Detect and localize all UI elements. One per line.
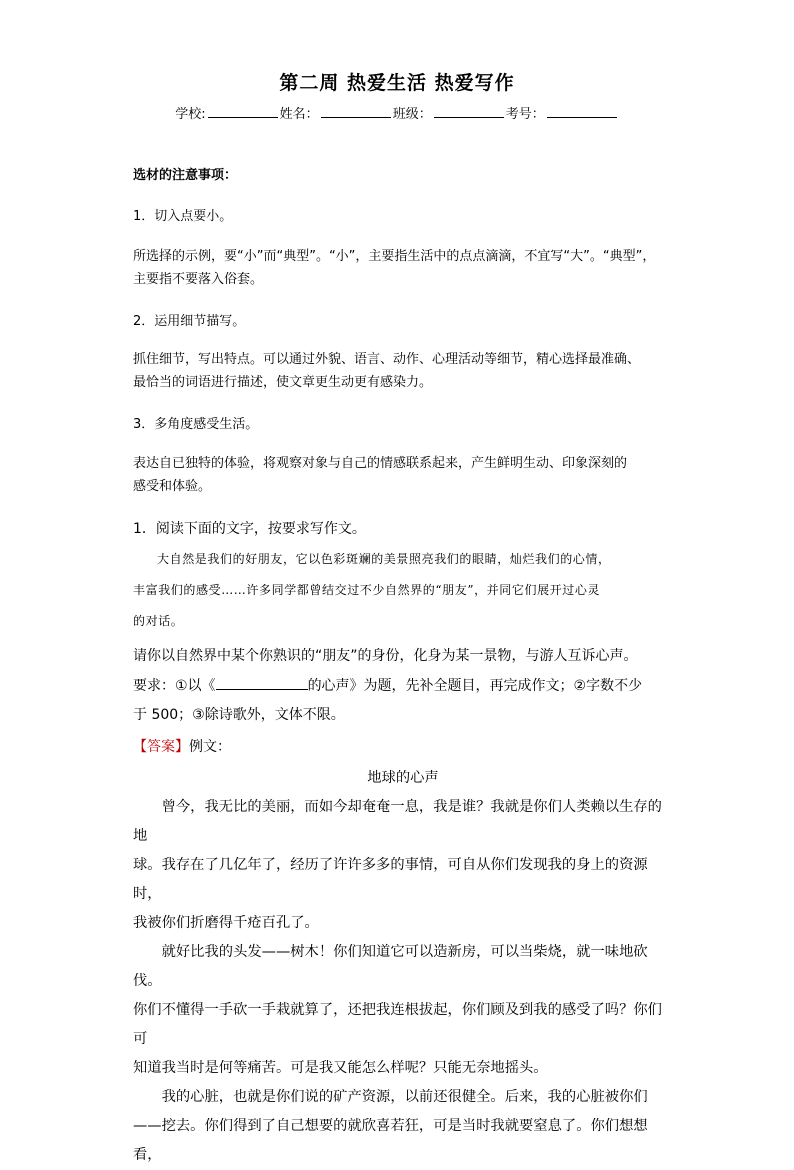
note-2-line-1: 抓住细节，写出特点。可以通过外貌、语言、动作、心理活动等细节，精心选择最准确、 bbox=[133, 352, 641, 367]
note-3-line-1: 表达自已独特的体验，将观察对象与自己的情感联系起来，产生鲜明生动、印象深刻的 bbox=[133, 456, 628, 471]
note-1-line-2: 主要指不要落入俗套。 bbox=[133, 272, 264, 287]
note-1-body bbox=[133, 245, 673, 291]
note-3-title: 3．多角度感受生活。 bbox=[133, 417, 259, 432]
note-2-title: 2．运用细节描写。 bbox=[133, 314, 246, 329]
school-blank bbox=[208, 105, 278, 118]
answer-label-line bbox=[133, 733, 673, 762]
req-part-c: 于 500；③除诗歌外，文体不限。 bbox=[133, 707, 345, 723]
note-2-body bbox=[133, 348, 673, 394]
exam-number-label: 考号： bbox=[505, 107, 545, 122]
note-2-line-2: 最恰当的词语进行描述，使文章更生动更有感染力。 bbox=[133, 375, 433, 390]
passage-line-1: 大自然是我们的好朋友，它以色彩斑斓的美景照亮我们的眼睛，灿烂我们的心情， bbox=[157, 552, 611, 566]
essay-line: 我被你们折磨得千疮百孔了。 bbox=[133, 915, 319, 931]
question-task: 请你以自然界中某个你熟识的“朋友”的身份，化身为某一景物，与游人互诉心声。 bbox=[133, 648, 638, 664]
essay-line: 球。我存在了几亿年了，经历了许许多多的事情，可自从你们发现我的身上的资源时， bbox=[133, 857, 648, 902]
exam-number-blank bbox=[547, 105, 617, 118]
class-label: 班级： bbox=[392, 107, 432, 122]
answer-label: 例文： bbox=[189, 739, 231, 755]
essay-line: 知道我当时是何等痛苦。可是我又能怎么样呢？只能无奈地摇头。 bbox=[133, 1060, 548, 1076]
name-blank bbox=[321, 105, 391, 118]
essay-line: 曾今，我无比的美丽，而如今却奄奄一息，我是谁？我就是你们人类赖以生存的地 bbox=[133, 799, 662, 844]
essay-title: 地球的心声 bbox=[367, 770, 439, 786]
school-label: 学校: bbox=[175, 107, 206, 122]
note-3-body bbox=[133, 452, 673, 498]
essay-line: 就好比我的头发——树木！你们知道它可以造新房，可以当柴烧，就一味地砍伐。 bbox=[133, 944, 648, 989]
question-requirements bbox=[133, 672, 673, 730]
question-passage bbox=[133, 544, 673, 637]
essay-line: ——挖去。你们得到了自己想要的就欣喜若狂，可是当时我就要窒息了。你们想想看， bbox=[133, 1118, 648, 1163]
notes-heading: 选材的注意事项： bbox=[133, 168, 238, 183]
class-blank bbox=[434, 105, 504, 118]
page-title: 第二周 热爱生活 热爱写作 bbox=[279, 72, 515, 94]
passage-line-3: 的对话。 bbox=[133, 614, 184, 628]
note-1-line-1: 所选择的示例，要“小”而“典型”。“小”，主要指生活中的点点滴滴，不宜写“大”。“典型”， bbox=[133, 249, 656, 264]
sample-essay bbox=[133, 764, 673, 1170]
title-blank bbox=[216, 675, 308, 690]
question-stem: 1．阅读下面的文字，按要求写作文。 bbox=[133, 521, 366, 537]
name-label: 姓名： bbox=[279, 107, 319, 122]
passage-line-2: 丰富我们的感受……许多同学都曾结交过不少自然界的“朋友”，并同它们展开过心灵 bbox=[133, 583, 601, 597]
req-part-a: 要求：①以《 bbox=[133, 678, 216, 694]
note-3-line-2: 感受和体验。 bbox=[133, 479, 212, 494]
note-1-title: 1．切入点要小。 bbox=[133, 209, 233, 224]
essay-line: 我的心脏，也就是你们说的矿产资源，以前还很健全。后来，我的心脏被你们 bbox=[161, 1089, 648, 1105]
essay-line: 你们不懂得一手砍一手栽就算了，还把我连根拔起，你们顾及到我的感受了吗？你们可 bbox=[133, 1002, 662, 1047]
answer-tag: 【答案】 bbox=[133, 739, 189, 755]
req-part-b: 的心声》为题，先补全题目，再完成作文；②字数不少 bbox=[307, 678, 643, 694]
student-info-line bbox=[0, 103, 794, 122]
